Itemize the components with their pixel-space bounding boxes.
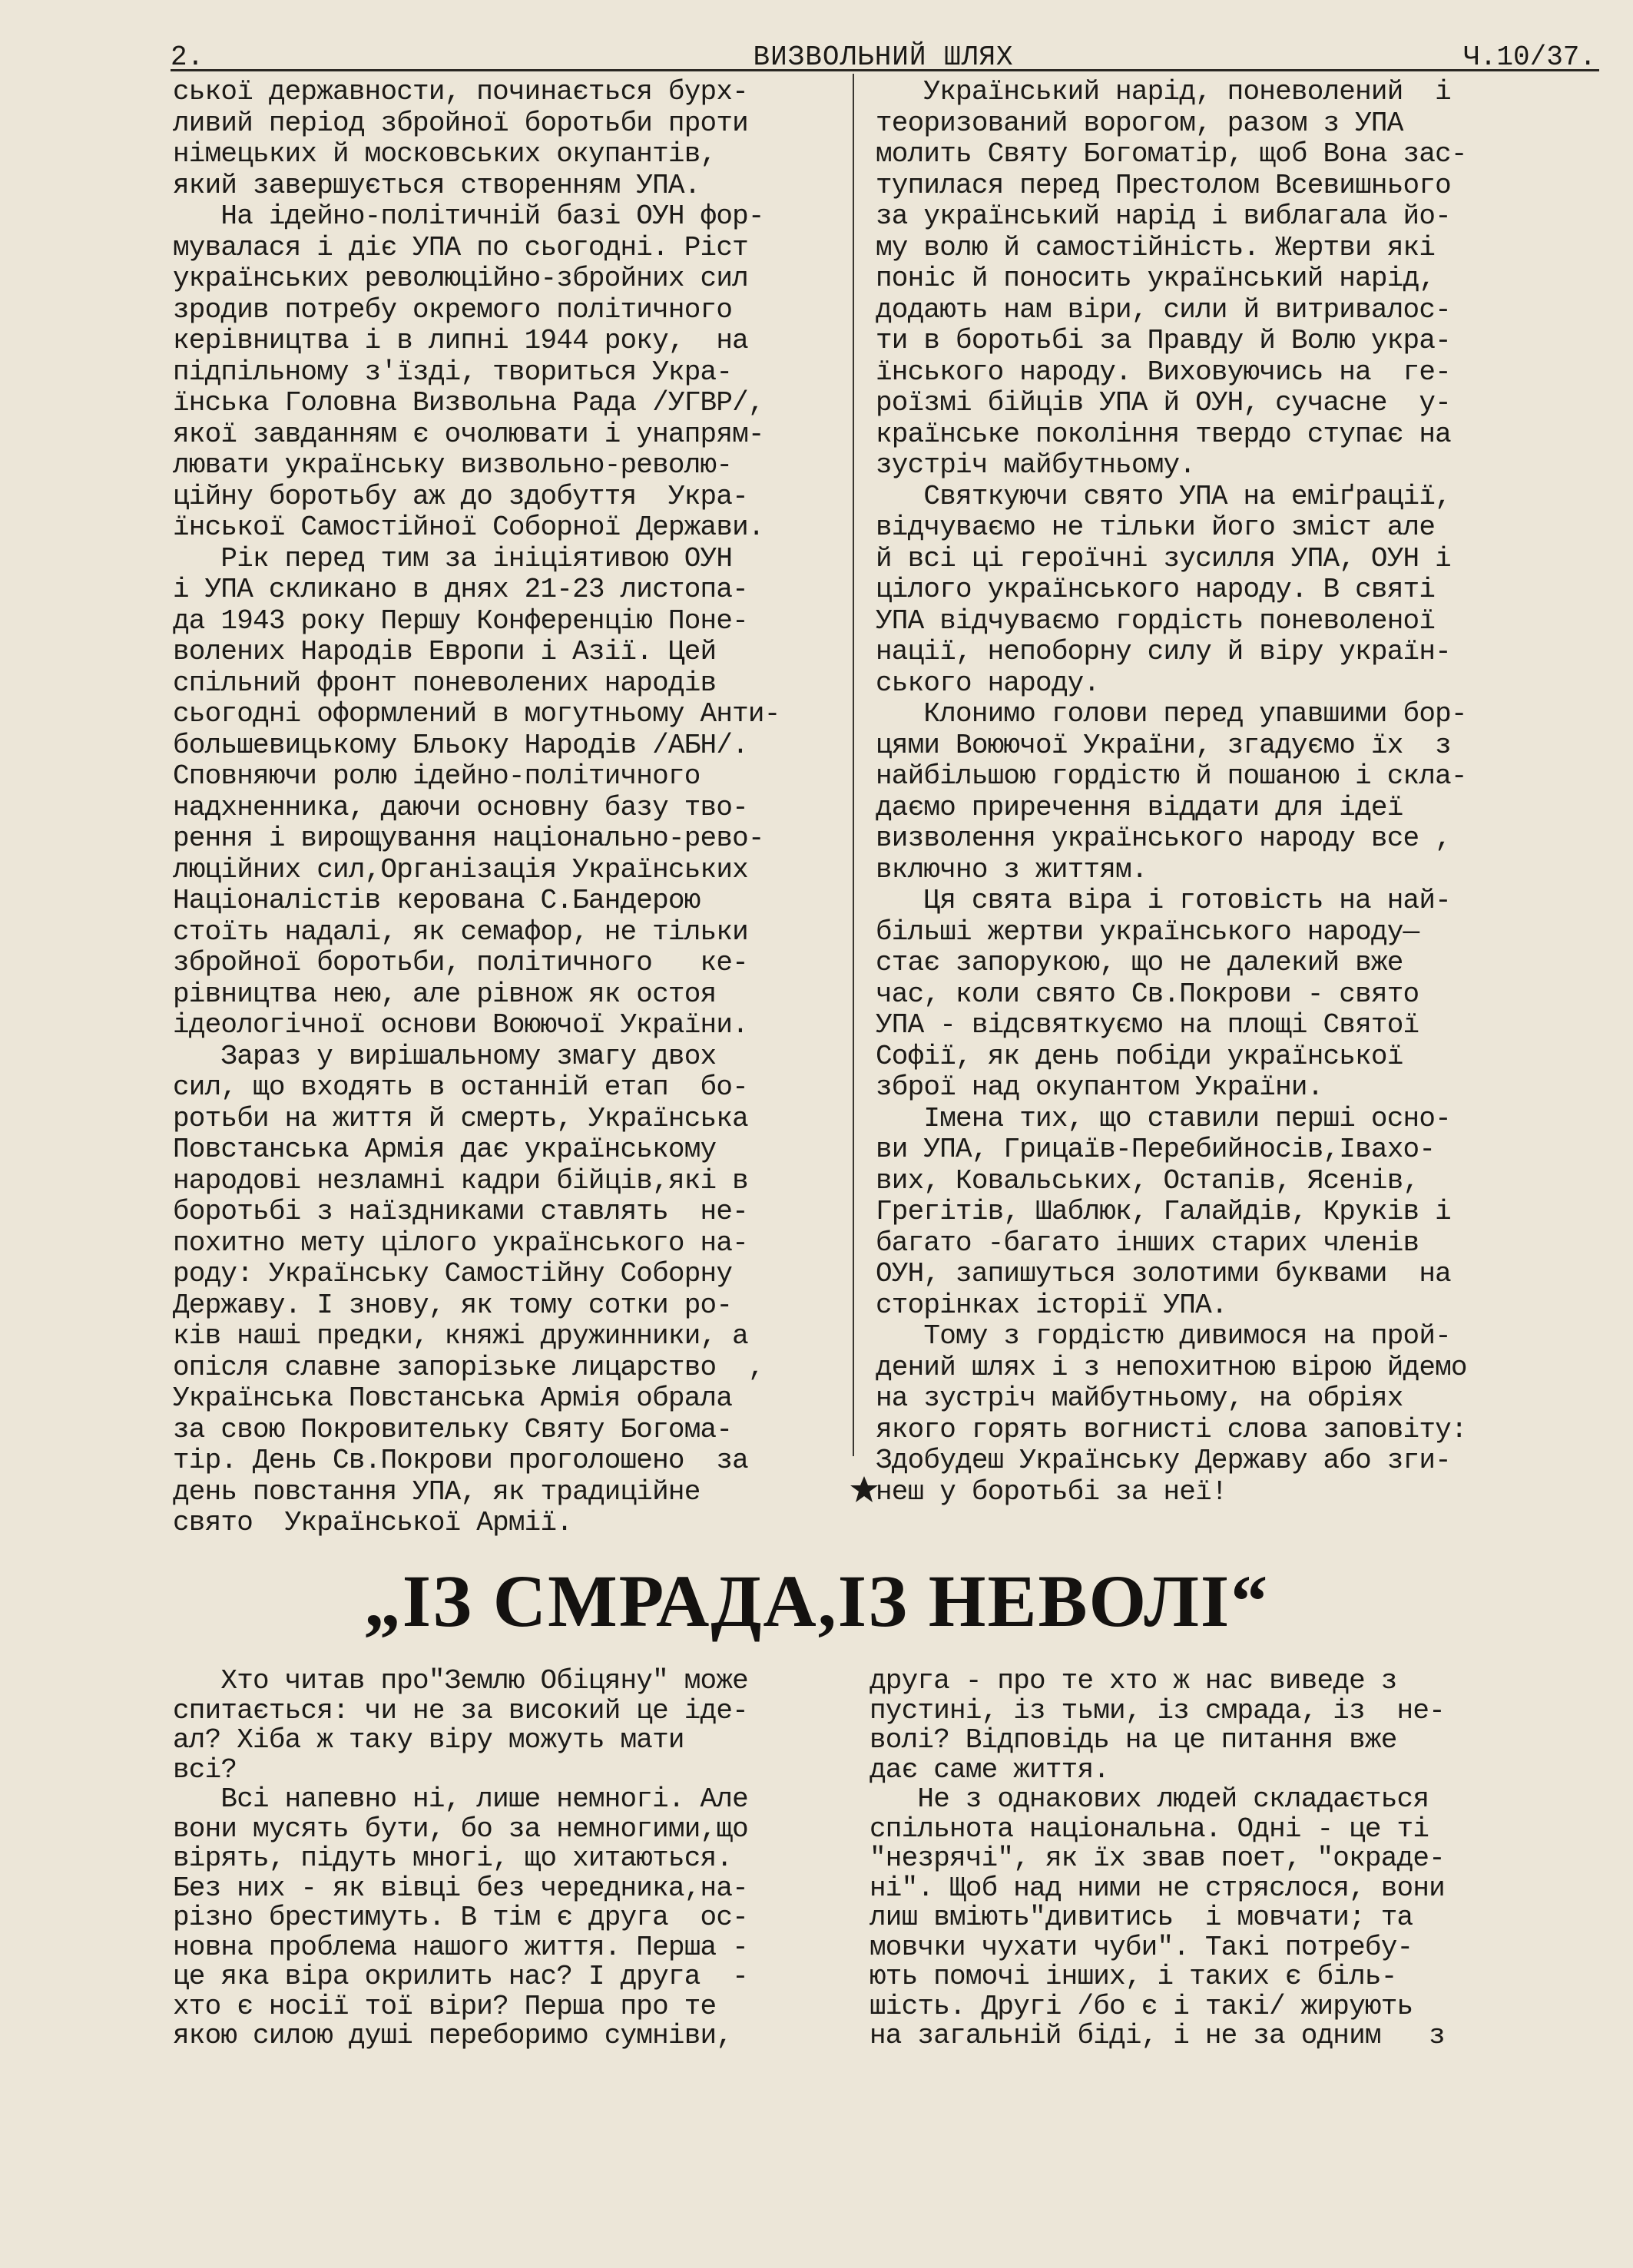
text-line: їнської Самостійної Соборної Держави.: [173, 512, 764, 543]
text-line: якої завданням є очолювати і унапрям-: [173, 418, 764, 450]
text-line: надхненника, даючи основну базу тво-: [173, 791, 748, 823]
text-line: мувалася і діє УПА по сьогодні. Ріст: [173, 231, 748, 263]
text-line: їнського народу. Виховуючись на ге-: [876, 356, 1451, 388]
text-line: на загальній біді, і не за одним з: [869, 2020, 1445, 2051]
text-line: ротьби на життя й смерть, Українська: [173, 1102, 748, 1134]
text-line: Українська Повстанська Армія обрала: [173, 1382, 733, 1414]
text-line: Ця свята віра і готовість на най-: [876, 885, 1451, 916]
text-line: люційних сил,Організація Українських: [173, 853, 748, 886]
text-line: шість. Другі /бо є і такі/ жирують: [869, 1990, 1413, 2022]
text-line: українських революційно-збройних сил: [173, 263, 748, 294]
text-line: молить Святу Богоматір, щоб Вона зас-: [876, 138, 1467, 170]
text-line: сил, що входять в останній етап бо-: [173, 1071, 748, 1103]
text-line: рення і вирощування національно-рево-: [173, 823, 764, 854]
text-line: Тому з гордістю дивимося на прой-: [876, 1320, 1451, 1352]
text-line: тупилася перед Престолом Всевишнього: [876, 169, 1451, 201]
text-line: дає саме життя.: [869, 1753, 1110, 1786]
text-line: друга - про те хто ж нас виведе з: [869, 1665, 1397, 1697]
text-line: ви УПА, Грицаїв-Перебийносів,Івахо-: [876, 1134, 1436, 1165]
text-line: лиш вміють"дивитись і мовчати; та: [869, 1902, 1413, 1933]
text-line: дений шлях і з непохитною вірою йдемо: [876, 1351, 1467, 1383]
text-line: похитно мету цілого українського на-: [173, 1227, 748, 1259]
text-line: Всі напевно ні, лише немногі. Але: [173, 1783, 748, 1815]
text-line: рівництва нею, але рівнож як остоя: [173, 978, 717, 1010]
text-line: спільнота національна. Одні - це ті: [869, 1813, 1429, 1845]
text-line: цями Воюючої України, згадуємо їх з: [876, 729, 1451, 761]
text-line: збройної боротьби, політичного ке-: [173, 947, 748, 978]
text-line: зродив потребу окремого політичного: [173, 293, 733, 326]
text-line: волених Народів Европи і Азії. Цей: [173, 636, 717, 667]
text-line: зброї над окупантом України.: [876, 1071, 1323, 1103]
article1-column-left: [173, 77, 833, 1539]
text-line: Зараз у вирішальному змагу двох: [173, 1040, 717, 1072]
text-line: різно брестимуть. В тім є друга ос-: [173, 1902, 748, 1933]
text-line: Софії, як день побіди української: [876, 1040, 1403, 1072]
text-line: стоїть надалі, як семафор, не тільки: [173, 915, 748, 948]
text-line: ні". Щоб над ними не стряслося, вони: [869, 1872, 1445, 1904]
text-line: ОУН, запишуться золотими буквами на: [876, 1258, 1451, 1290]
text-line: день повстання УПА, як традиційне: [173, 1475, 701, 1508]
text-line: опісля славне запорізьке лицарство ,: [173, 1351, 764, 1383]
text-line: на зустріч майбутньому, на обріях: [876, 1382, 1403, 1414]
text-line: відчуваємо не тільки його зміст але: [876, 512, 1436, 543]
text-line: сьогодні оформлений в могутньому Анти-: [173, 698, 780, 730]
text-line: му волю й самостійність. Жертви які: [876, 231, 1436, 263]
text-line: більші жертви українського народу—: [876, 915, 1419, 948]
column-divider: [853, 74, 854, 1456]
text-line: час, коли свято Св.Покрови - свято: [876, 978, 1419, 1010]
star-ornament-icon: [849, 1475, 879, 1505]
publication-title: ВИЗВОЛЬНИЙ ШЛЯХ: [753, 41, 1014, 73]
text-line: це яка віра окрилить нас? І друга -: [173, 1961, 748, 1992]
text-line: найбільшою гордістю й пошаною і скла-: [876, 760, 1467, 792]
text-line: якою силою душі переборимо сумніви,: [173, 2020, 733, 2051]
text-line: роїзмі бійців УПА й ОУН, сучасне у-: [876, 387, 1451, 419]
text-line: вони мусять бути, бо за немногими,що: [173, 1813, 748, 1845]
text-line: мовчки чухати чуби". Такі потребу-: [869, 1931, 1413, 1963]
text-line: даємо приречення віддати для ідеї: [876, 791, 1403, 823]
text-line: цілого українського народу. В святі: [876, 574, 1436, 605]
text-line: спитається: чи не за високий це іде-: [173, 1694, 748, 1727]
text-line: Здобудеш Українську Державу або зги-: [876, 1445, 1451, 1476]
text-line: нації, непоборну силу й віру україн-: [876, 636, 1451, 667]
text-line: за український нарід і виблагала йо-: [876, 200, 1451, 232]
text-line: "незрячі", як їх звав поет, "окраде-: [869, 1843, 1445, 1874]
text-line: який завершується створенням УПА.: [173, 169, 701, 201]
text-line: ського народу.: [876, 667, 1100, 699]
text-line: Не з однакових людей складається: [869, 1783, 1429, 1815]
text-line: за свою Покровительку Святу Богома-: [173, 1413, 733, 1445]
issue-number: Ч.10/37.: [1463, 41, 1596, 73]
text-line: Клонимо голови перед упавшими бор-: [876, 698, 1467, 730]
text-line: На ідейно-політичній базі ОУН фор-: [173, 200, 764, 232]
text-line: стає запорукою, що не далекий вже: [876, 947, 1403, 978]
text-line: большевицькому Бльоку Народів /АБН/.: [173, 729, 748, 761]
text-line: новна проблема нашого життя. Перша -: [173, 1931, 748, 1963]
article2-column-left: [173, 1667, 833, 2051]
text-line: теоризований ворогом, разом з УПА: [876, 107, 1403, 139]
text-line: спільний фронт поневолених народів: [173, 667, 717, 699]
text-line: визволення українського народу все ,: [876, 823, 1451, 854]
text-line: багато -багато інших старих членів: [876, 1227, 1419, 1259]
text-line: Без них - як вівці без чередника,на-: [173, 1872, 748, 1904]
text-line: пустині, із тьми, із смрада, із не-: [869, 1694, 1445, 1727]
text-line: й всі ці героїчні зусилля УПА, ОУН і: [876, 542, 1451, 574]
text-line: ків наші предки, княжі дружинники, а: [173, 1320, 748, 1352]
text-line: керівництва і в липні 1944 року, на: [173, 325, 748, 356]
text-line: Державу. І знову, як тому сотки ро-: [173, 1289, 733, 1321]
text-line: Імена тих, що ставили перші осно-: [876, 1102, 1451, 1134]
header-rule: [171, 69, 1599, 71]
text-line: боротьбі з наїздниками ставлять не-: [173, 1196, 748, 1227]
text-line: волі? Відповідь на це питання вже: [869, 1724, 1397, 1756]
text-line: тір. День Св.Покрови проголошено за: [173, 1445, 748, 1476]
text-line: народові незламні кадри бійців,які в: [173, 1164, 748, 1197]
text-line: роду: Українську Самостійну Соборну: [173, 1258, 733, 1290]
text-line: якого горять вогнисті слова заповіту:: [876, 1413, 1467, 1445]
text-line: хто є носії тої віри? Перша про те: [173, 1990, 717, 2022]
text-line: УПА - відсвяткуємо на площі Святої: [876, 1009, 1419, 1041]
article-headline: „ІЗ СМРАДА,ІЗ НЕВОЛІ“: [363, 1560, 1270, 1642]
text-line: всі?: [173, 1753, 237, 1786]
text-line: ливий період збройної боротьби проти: [173, 107, 748, 139]
text-line: включно з життям.: [876, 853, 1148, 886]
text-line: сторінках історії УПА.: [876, 1289, 1227, 1321]
text-line: Сповняючи ролю ідейно-політичного: [173, 760, 701, 792]
text-line: Святкуючи свято УПА на еміґрації,: [876, 480, 1451, 512]
text-line: ідеологічної основи Воюючої України.: [173, 1009, 748, 1041]
text-line: додають нам віри, сили й витривалос-: [876, 293, 1451, 326]
text-line: Український нарід, поневолений і: [876, 76, 1451, 108]
text-line: Грегітів, Шаблюк, Галайдів, Круків і: [876, 1196, 1451, 1227]
text-line: неш у боротьбі за неї!: [876, 1475, 1227, 1508]
text-line: свято Української Армії.: [173, 1507, 573, 1538]
text-line: вих, Ковальських, Остапів, Ясенів,: [876, 1164, 1419, 1197]
text-line: Хто читав про"Землю Обіцяну" може: [173, 1665, 748, 1697]
text-line: ал? Хіба ж таку віру можуть мати: [173, 1724, 684, 1756]
text-line: лювати українську визвольно-револю-: [173, 449, 733, 481]
text-line: зустріч майбутньому.: [876, 449, 1196, 481]
text-line: і УПА скликано в днях 21-23 листопа-: [173, 574, 748, 605]
text-line: ють помочі інших, і таких є біль-: [869, 1961, 1397, 1992]
text-line: країнське покоління твердо ступає на: [876, 418, 1451, 450]
text-line: ційну боротьбу аж до здобуття Укра-: [173, 480, 748, 512]
text-line: УПА відчуваємо гордість поневоленої: [876, 604, 1436, 637]
text-line: поніс й поносить український нарід,: [876, 263, 1436, 294]
text-line: вірять, підуть многі, що хитаються.: [173, 1843, 733, 1874]
text-line: ської державности, починається бурх-: [173, 76, 748, 108]
text-line: Рік перед тим за ініціятивою ОУН: [173, 542, 733, 574]
article2-column-right: [869, 1667, 1561, 2051]
text-line: да 1943 року Першу Конференцію Поне-: [173, 604, 748, 637]
article1-column-right: [876, 77, 1559, 1508]
text-line: ти в боротьбі за Правду й Волю укра-: [876, 325, 1451, 356]
text-line: Націоналістів керована С.Бандерою: [173, 885, 701, 916]
text-line: їнська Головна Визвольна Рада /УГВР/,: [173, 387, 764, 419]
text-line: Повстанська Армія дає українському: [173, 1134, 717, 1165]
text-line: німецьких й московських окупантів,: [173, 138, 717, 170]
text-line: підпільному з'їзді, твориться Укра-: [173, 356, 733, 388]
page-number: 2.: [171, 41, 204, 73]
